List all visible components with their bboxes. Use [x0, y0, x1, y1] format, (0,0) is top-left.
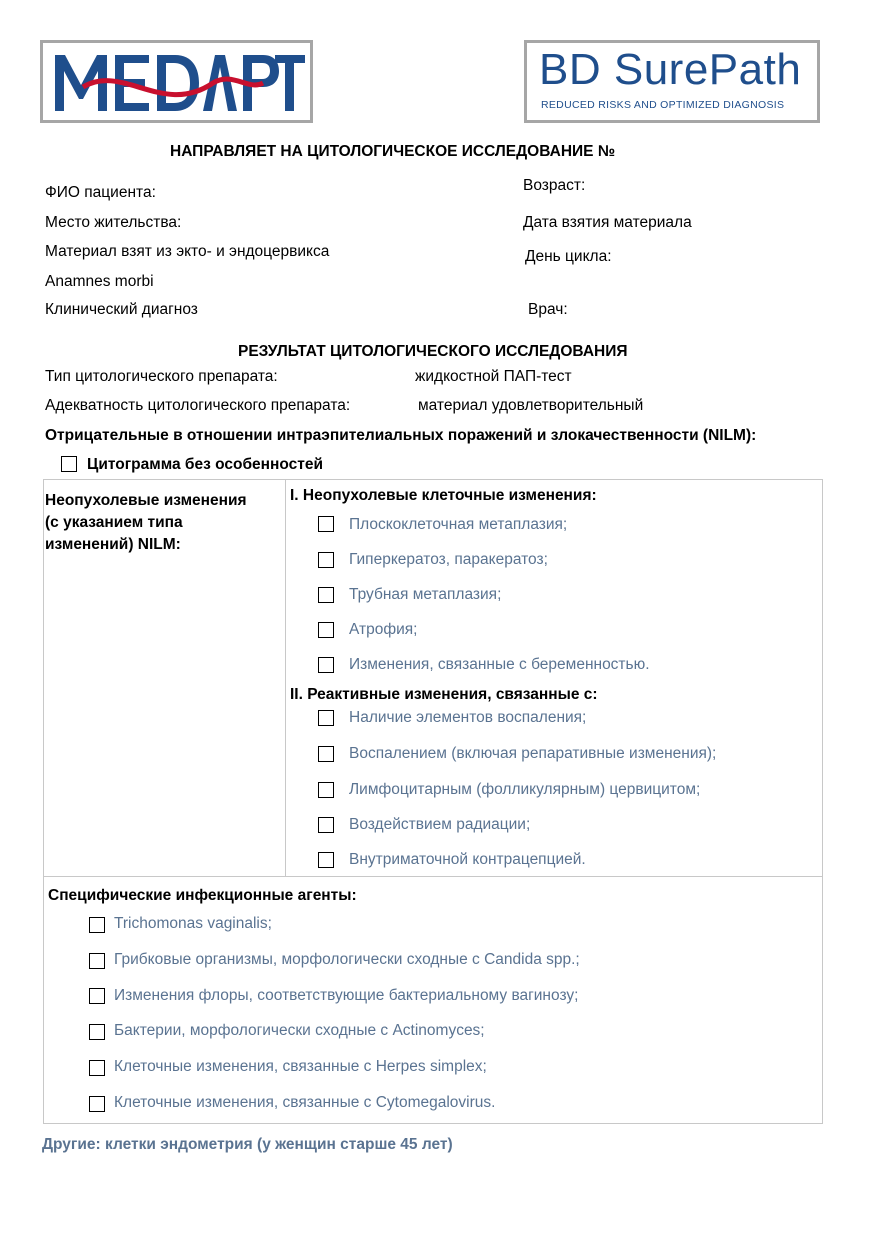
- other-endometrial-note: Другие: клетки эндометрия (у женщин старше 45 лет): [42, 1136, 453, 1153]
- no-features-label: Цитограмма без особенностей: [87, 456, 324, 473]
- bd-surepath-logo: [524, 40, 820, 123]
- patient-name-label: ФИО пациента:: [45, 184, 156, 201]
- section2-item: Наличие элементов воспаления;: [349, 709, 587, 726]
- diagnosis-label: Клинический диагноз: [45, 301, 198, 318]
- residence-label: Место жительства:: [45, 214, 182, 231]
- infection-item: Клеточные изменения, связанные с Cytomegalovirus.: [114, 1094, 496, 1111]
- nonneoplastic-label-line1: Неопухолевые изменения: [45, 492, 247, 509]
- doctor-label: Врач:: [528, 301, 568, 318]
- medart-logo: [40, 40, 313, 123]
- section2-item: Лимфоцитарным (фолликулярным) цервицитом;: [349, 781, 701, 798]
- bd-logo-title: BD SurePath: [539, 45, 802, 94]
- bacterial-vaginosis-checkbox[interactable]: [89, 988, 105, 1004]
- infection-item: Клеточные изменения, связанные с Herpes simplex;: [114, 1058, 487, 1075]
- section1-item: Атрофия;: [349, 621, 418, 638]
- medart-logo-mark: [43, 43, 310, 120]
- inflammation-checkbox[interactable]: [318, 746, 334, 762]
- referral-title: НАПРАВЛЯЕТ НА ЦИТОЛОГИЧЕСКОЕ ИССЛЕДОВАНИЕ №: [170, 143, 616, 160]
- section1-title: I. Неопухолевые клеточные изменения:: [290, 487, 597, 504]
- cervicitis-checkbox[interactable]: [318, 782, 334, 798]
- section1-item: Плоскоклеточная метаплазия;: [349, 516, 568, 533]
- result-title: РЕЗУЛЬТАТ ЦИТОЛОГИЧЕСКОГО ИССЛЕДОВАНИЯ: [238, 343, 628, 360]
- section2-item: Воздействием радиации;: [349, 816, 531, 833]
- age-label: Возраст:: [523, 177, 586, 194]
- metaplasia-checkbox[interactable]: [318, 516, 334, 532]
- prep-type-value: жидкостной ПАП-тест: [415, 368, 572, 385]
- section2-item: Внутриматочной контрацепцией.: [349, 851, 586, 868]
- infection-item: Изменения флоры, соответствующие бактериальному вагинозу;: [114, 987, 579, 1004]
- actinomyces-checkbox[interactable]: [89, 1024, 105, 1040]
- prep-type-label: Тип цитологического препарата:: [45, 368, 278, 385]
- adequacy-label: Адекватность цитологического препарата:: [45, 397, 351, 414]
- infections-title: Специфические инфекционные агенты:: [48, 887, 357, 904]
- radiation-checkbox[interactable]: [318, 817, 334, 833]
- nonneoplastic-label-line3: изменений) NILM:: [45, 536, 181, 553]
- iud-checkbox[interactable]: [318, 852, 334, 868]
- candida-checkbox[interactable]: [89, 953, 105, 969]
- hyperkeratosis-checkbox[interactable]: [318, 552, 334, 568]
- medart-swoosh: [83, 79, 263, 95]
- section2-item: Воспалением (включая репаративные изменения);: [349, 745, 717, 762]
- material-label: Материал взят из экто- и эндоцервикса: [45, 243, 330, 260]
- herpes-checkbox[interactable]: [89, 1060, 105, 1076]
- pregnancy-changes-checkbox[interactable]: [318, 657, 334, 673]
- tubal-metaplasia-checkbox[interactable]: [318, 587, 334, 603]
- inflammation-elements-checkbox[interactable]: [318, 710, 334, 726]
- section2-title: II. Реактивные изменения, связанные с:: [290, 686, 598, 703]
- trichomonas-checkbox[interactable]: [89, 917, 105, 933]
- svg-text:MEDART: MEDART: [176, 117, 181, 118]
- atrophy-checkbox[interactable]: [318, 622, 334, 638]
- nilm-heading: Отрицательные в отношении интраэпителиальных поражений и злокачественности (NILM):: [45, 427, 757, 444]
- nonneoplastic-label-line2: (с указанием типа: [45, 514, 183, 531]
- infection-item: Грибковые организмы, морфологически сходные с Candida spp.;: [114, 951, 580, 968]
- infection-item: Trichomonas vaginalis;: [114, 915, 272, 932]
- section1-item: Изменения, связанные с беременностью.: [349, 656, 650, 673]
- bd-logo-tagline: REDUCED RISKS AND OPTIMIZED DIAGNOSIS: [541, 99, 785, 111]
- section1-item: Трубная метаплазия;: [349, 586, 502, 603]
- section1-item: Гиперкератоз, паракератоз;: [349, 551, 548, 568]
- no-features-checkbox[interactable]: [61, 456, 77, 472]
- cytomegalovirus-checkbox[interactable]: [89, 1096, 105, 1112]
- adequacy-value: материал удовлетворительный: [418, 397, 644, 414]
- anamnes-label: Anamnes morbi: [45, 273, 154, 290]
- sample-date-label: Дата взятия материала: [523, 214, 692, 231]
- cycle-day-label: День цикла:: [525, 248, 612, 265]
- infection-item: Бактерии, морфологически сходные с Actinomyces;: [114, 1022, 485, 1039]
